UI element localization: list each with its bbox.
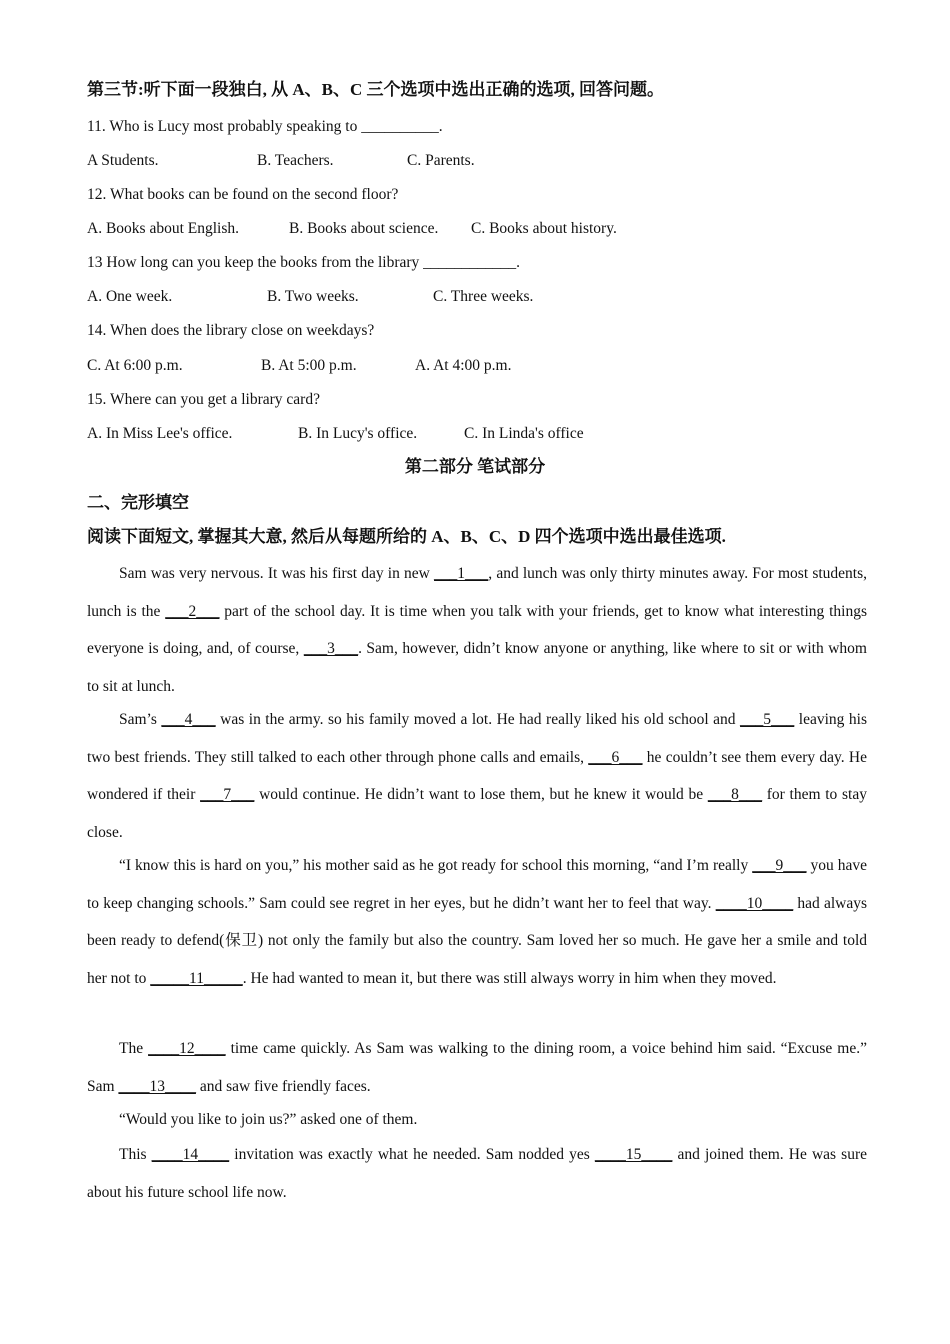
passage-paragraph-6 xyxy=(87,1136,867,1211)
question-13-options xyxy=(87,287,533,307)
option-b: B. Two weeks. xyxy=(267,288,359,305)
option-b: B. At 5:00 p.m. xyxy=(261,357,357,374)
passage-text: Sam was very nervous. It was his first day in new xyxy=(119,565,435,582)
blank-3: ___3___ xyxy=(303,640,359,657)
passage-paragraph-2 xyxy=(87,701,867,851)
blank-8: ___8___ xyxy=(707,786,763,803)
blank-10: ____10____ xyxy=(715,894,794,912)
passage-paragraph-3 xyxy=(87,847,867,997)
option-c: C. At 6:00 p.m. xyxy=(87,357,183,374)
question-12: 12. What books can be found on the second floor? xyxy=(87,186,399,203)
blank-9: ___9___ xyxy=(752,857,807,874)
passage-text: and joined them. He was sure about his future school life now. xyxy=(87,1146,868,1201)
passage-text: was in the army. so his family moved a lot. He had really liked his old school and xyxy=(215,711,741,728)
question-11: 11. Who is Lucy most probably speaking to __________. xyxy=(87,118,443,135)
option-a: A. In Miss Lee's office. xyxy=(87,425,233,442)
question-13: 13 How long can you keep the books from the library ____________. xyxy=(87,254,521,271)
option-a: A. One week. xyxy=(87,288,173,305)
passage-text: you have to keep changing schools.” Sam could see regret in her eyes, but he didn’t want her to feel that way. xyxy=(87,857,867,912)
blank-11: _____11_____ xyxy=(150,969,243,987)
passage-text: . He had wanted to mean it, but there was still always worry in him when they moved. xyxy=(242,969,777,987)
passage-text: invitation was exactly what he needed. Sam nodded yes xyxy=(229,1146,595,1163)
question-14: 14. When does the library close on weekdays? xyxy=(87,322,375,339)
question-12-options xyxy=(87,219,617,239)
passage-text: had always been ready to defend(保卫) not only the family but also the country. Sam loved her so much. He gave her a smile and told her not to xyxy=(87,894,867,987)
blank-5: ___5___ xyxy=(740,711,795,728)
passage-text: The xyxy=(119,1040,149,1057)
blank-14: ____14____ xyxy=(151,1146,230,1163)
passage-paragraph-4 xyxy=(87,1030,867,1105)
blank-13: ____13____ xyxy=(118,1077,196,1095)
passage-text: he couldn’t see them every day. He wondered if their xyxy=(87,748,868,803)
part2-title: 第二部分 笔试部分 xyxy=(404,457,546,476)
option-a: A Students. xyxy=(87,152,159,169)
question-14-options xyxy=(87,356,511,376)
option-a: A. At 4:00 p.m. xyxy=(415,357,512,374)
option-c: C. Books about history. xyxy=(471,220,617,237)
section3-heading: 第三节:听下面一段独白, 从 A、B、C 三个选项中选出正确的选项, 回答问题。 xyxy=(87,80,665,99)
option-b: B. In Lucy's office. xyxy=(298,425,418,442)
passage-paragraph-5 xyxy=(87,1111,417,1129)
question-15-options xyxy=(87,424,584,444)
option-b: B. Books about science. xyxy=(289,220,439,237)
passage-text: part of the school day. It is time when you talk with your friends, get to know what interesting things everyone is doing, and, of course, xyxy=(87,602,867,657)
passage-text: , and lunch was only thirty minutes away. For most students, lunch is the xyxy=(87,565,867,620)
blank-7: ___7___ xyxy=(200,786,255,803)
option-c: C. Parents. xyxy=(407,152,475,169)
option-c: C. Three weeks. xyxy=(433,288,534,305)
option-c: C. In Linda's office xyxy=(464,425,584,442)
blank-12: ____12____ xyxy=(148,1040,226,1057)
option-a: A. Books about English. xyxy=(87,220,239,237)
blank-1: ___1___ xyxy=(434,565,489,582)
blank-2: ___2___ xyxy=(165,602,220,620)
passage-text: Sam’s xyxy=(119,711,162,728)
blank-15: ____15____ xyxy=(594,1146,673,1163)
passage-text: “Would you like to join us?” asked one of them. xyxy=(119,1111,418,1128)
passage-text: leaving his two best friends. They still talked to each other through phone calls and emails, xyxy=(87,711,868,766)
passage-text: and saw five friendly faces. xyxy=(195,1077,371,1095)
question-15: 15. Where can you get a library card? xyxy=(87,391,320,408)
passage-text: This xyxy=(119,1146,152,1163)
passage-text: . Sam, however, didn’t know anyone or anything, like where to sit or with whom to sit at lunch. xyxy=(87,640,867,695)
passage-text: for them to stay close. xyxy=(87,786,867,841)
cloze-instruction: 阅读下面短文, 掌握其大意, 然后从每题所给的 A、B、C、D 四个选项中选出最佳选项. xyxy=(87,527,726,546)
passage-text: time came quickly. As Sam was walking to the dining room, a voice behind him said. “Excuse me.” Sam xyxy=(87,1040,867,1095)
option-b: B. Teachers. xyxy=(257,152,334,169)
cloze-heading: 二、完形填空 xyxy=(87,493,189,512)
blank-4: ___4___ xyxy=(161,711,216,728)
passage-text: would continue. He didn’t want to lose them, but he knew it would be xyxy=(254,786,708,803)
passage-paragraph-1 xyxy=(87,555,867,705)
question-11-options xyxy=(87,151,475,171)
passage-text: “I know this is hard on you,” his mother said as he got ready for school this morning, “and I’m really xyxy=(119,857,753,874)
blank-6: ___6___ xyxy=(588,748,643,766)
